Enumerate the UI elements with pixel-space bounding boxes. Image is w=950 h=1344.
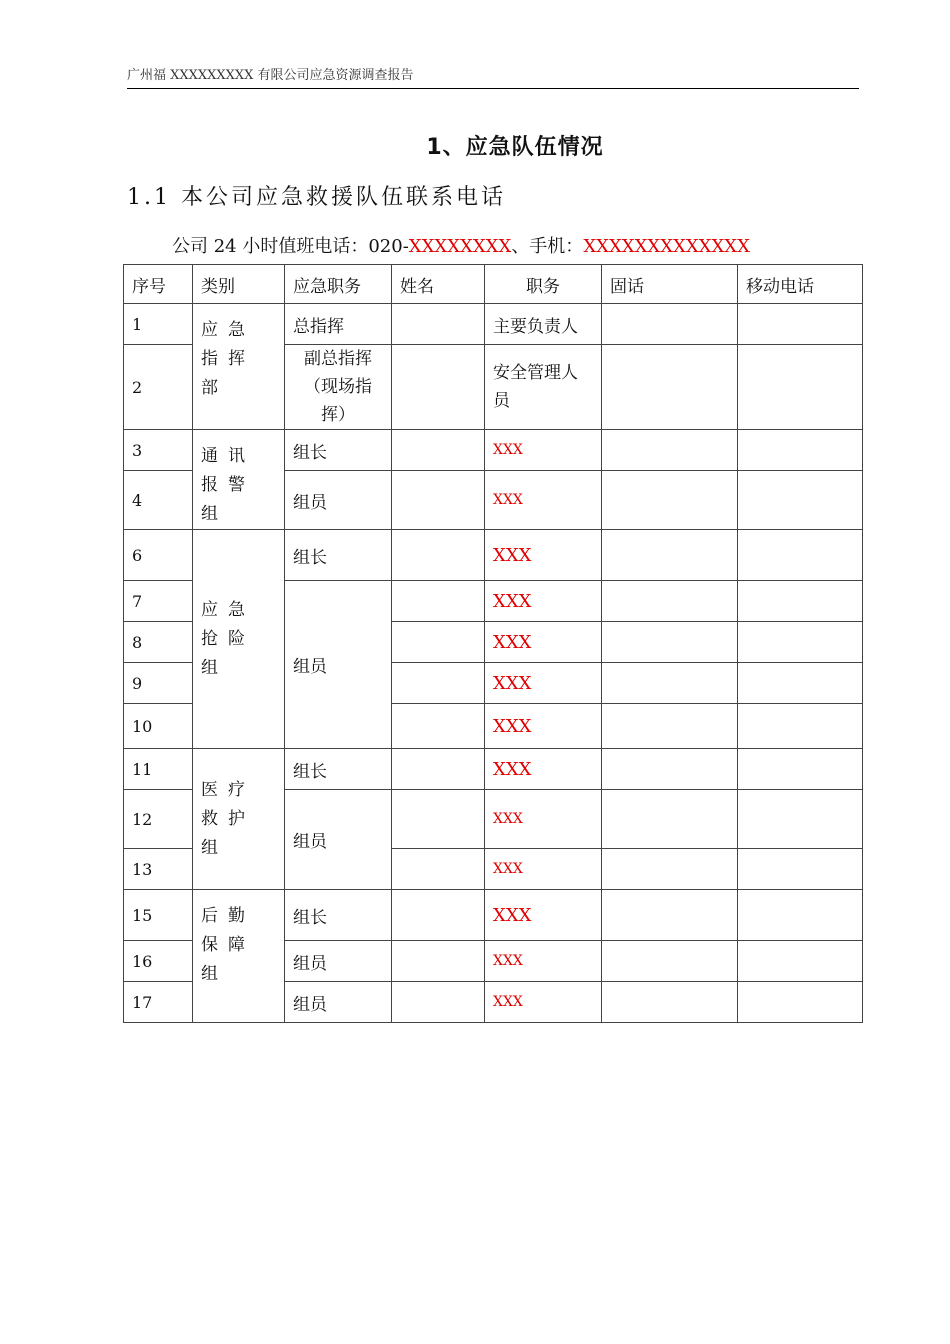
position-cell: 组长 (285, 530, 392, 581)
subsection-title: 1.1 本公司应急救援队伍联系电话 (127, 185, 506, 210)
duty-phone-number: XXXXXXXX (408, 236, 512, 257)
landline-cell (602, 663, 738, 704)
category-cell: 医疗救护组 (193, 749, 285, 890)
name-cell (392, 704, 485, 749)
name-cell (392, 581, 485, 622)
section-title-text: 1、应急队伍情况 (426, 135, 604, 160)
row-seq: 17 (124, 982, 193, 1023)
landline-cell (602, 622, 738, 663)
row-seq: 15 (124, 890, 193, 941)
landline-cell (602, 982, 738, 1023)
table-row (124, 430, 863, 471)
mobile-cell (738, 530, 863, 581)
position-cell: 组员 (285, 982, 392, 1023)
landline-cell (602, 471, 738, 530)
mobile-label: 、手机： (511, 236, 584, 257)
row-seq: 12 (124, 790, 193, 849)
name-cell (392, 790, 485, 849)
row-seq: 16 (124, 941, 193, 982)
landline-cell (602, 581, 738, 622)
duty-cell: XXX (485, 890, 602, 941)
row-seq: 11 (124, 749, 193, 790)
mobile-cell (738, 663, 863, 704)
name-cell (392, 471, 485, 530)
mobile-cell (738, 304, 863, 345)
name-cell (392, 890, 485, 941)
mobile-cell (738, 704, 863, 749)
header-position: 应急职务 (285, 265, 392, 304)
row-seq: 7 (124, 581, 193, 622)
mobile-cell (738, 622, 863, 663)
row-seq: 13 (124, 849, 193, 890)
mobile-cell (738, 345, 863, 430)
name-cell (392, 849, 485, 890)
landline-cell (602, 704, 738, 749)
category-cell: 应急指挥部 (193, 304, 285, 430)
duty-phone-line (172, 232, 750, 258)
category-cell: 通讯报警组 (193, 430, 285, 530)
table-row (124, 749, 863, 790)
table-row (124, 304, 863, 345)
landline-cell (602, 790, 738, 849)
duty-cell: XXX (485, 663, 602, 704)
mobile-cell (738, 982, 863, 1023)
mobile-cell (738, 749, 863, 790)
row-seq: 2 (124, 345, 193, 430)
landline-cell (602, 430, 738, 471)
position-cell: 总指挥 (285, 304, 392, 345)
row-seq: 6 (124, 530, 193, 581)
row-seq: 3 (124, 430, 193, 471)
name-cell (392, 982, 485, 1023)
position-cell: 组员 (285, 471, 392, 530)
table-row (124, 530, 863, 581)
position-cell: 组长 (285, 430, 392, 471)
mobile-number: XXXXXXXXXXXXX (583, 236, 750, 257)
mobile-cell (738, 890, 863, 941)
position-cell: 组长 (285, 890, 392, 941)
position-cell: 组员 (285, 941, 392, 982)
row-seq: 1 (124, 304, 193, 345)
duty-cell: XXX (485, 471, 602, 530)
duty-cell: XXX (485, 941, 602, 982)
name-cell (392, 530, 485, 581)
duty-cell: XXX (485, 581, 602, 622)
landline-cell (602, 304, 738, 345)
name-cell (392, 622, 485, 663)
category-cell: 后勤保障组 (193, 890, 285, 1023)
emergency-team-table (123, 264, 863, 1023)
name-cell (392, 663, 485, 704)
name-cell (392, 749, 485, 790)
mobile-cell (738, 471, 863, 530)
duty-cell: XXX (485, 622, 602, 663)
mobile-cell (738, 430, 863, 471)
duty-cell: XXX (485, 430, 602, 471)
position-cell: 组员 (285, 581, 392, 749)
mobile-cell (738, 941, 863, 982)
duty-cell: XXX (485, 530, 602, 581)
duty-cell: 主要负责人 (485, 304, 602, 345)
header-mobile: 移动电话 (738, 265, 863, 304)
name-cell (392, 345, 485, 430)
row-seq: 10 (124, 704, 193, 749)
category-cell: 应急抢险组 (193, 530, 285, 749)
header-category: 类别 (193, 265, 285, 304)
header-seq: 序号 (124, 265, 193, 304)
row-seq: 9 (124, 663, 193, 704)
table-header-row (124, 265, 863, 304)
position-cell: 组员 (285, 790, 392, 890)
mobile-cell (738, 581, 863, 622)
name-cell (392, 430, 485, 471)
landline-cell (602, 749, 738, 790)
landline-cell (602, 849, 738, 890)
header-name: 姓名 (392, 265, 485, 304)
mobile-cell (738, 849, 863, 890)
duty-cell: XXX (485, 849, 602, 890)
landline-cell (602, 345, 738, 430)
table-row (124, 890, 863, 941)
mobile-cell (738, 790, 863, 849)
duty-cell: 安全管理人员 (485, 345, 602, 430)
row-seq: 8 (124, 622, 193, 663)
row-seq: 4 (124, 471, 193, 530)
landline-cell (602, 530, 738, 581)
page-header: 广州福 XXXXXXXXX 有限公司应急资源调查报告 (127, 66, 859, 89)
duty-phone-prefix: 公司 24 小时值班电话：020- (172, 236, 409, 257)
duty-cell: XXX (485, 982, 602, 1023)
name-cell (392, 941, 485, 982)
position-cell: 组长 (285, 749, 392, 790)
duty-cell: XXX (485, 704, 602, 749)
landline-cell (602, 941, 738, 982)
header-landline: 固话 (602, 265, 738, 304)
name-cell (392, 304, 485, 345)
duty-cell: XXX (485, 790, 602, 849)
duty-cell: XXX (485, 749, 602, 790)
landline-cell (602, 890, 738, 941)
section-title (0, 130, 950, 161)
position-cell: 副总指挥（现场指挥） (285, 345, 392, 430)
header-duty: 职务 (485, 265, 602, 304)
